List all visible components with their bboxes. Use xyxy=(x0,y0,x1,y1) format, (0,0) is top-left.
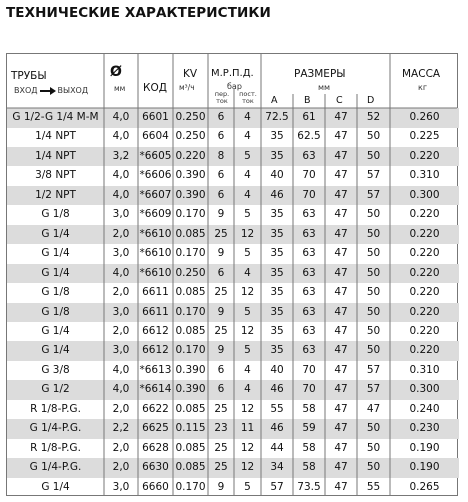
dim-a-cell: 35 xyxy=(270,286,284,299)
dim-a-cell: 35 xyxy=(270,149,284,162)
dim-c-cell: 47 xyxy=(334,324,348,337)
mrpd-var-cell: 9 xyxy=(217,208,225,221)
code-cell: 6625 xyxy=(142,422,169,435)
mrpd-var-cell: 25 xyxy=(214,461,228,474)
dim-a-cell: 46 xyxy=(270,422,284,435)
code-cell: 6660 xyxy=(142,480,169,493)
pipe-cell: G 1/4 xyxy=(41,324,70,337)
dim-d-cell: 50 xyxy=(366,344,381,357)
header-outlet: ВЫХОД xyxy=(57,86,89,95)
mass-cell: 0.300 xyxy=(409,188,440,201)
mrpd-var-cell: 6 xyxy=(217,188,225,201)
dim-d-cell: 50 xyxy=(366,305,381,318)
mass-cell: 0.220 xyxy=(409,247,440,260)
header-mass-unit: кг xyxy=(418,83,428,92)
mrpd-const-cell: 5 xyxy=(244,247,251,260)
dim-c-cell: 47 xyxy=(334,422,348,435)
pipe-cell: 1/4 NPT xyxy=(35,149,76,162)
diameter-cell: 3,0 xyxy=(112,344,130,357)
mass-cell: 0.230 xyxy=(409,422,440,435)
kv-cell: 0.170 xyxy=(175,208,206,221)
header-inlet: ВХОД xyxy=(14,86,38,95)
pipe-cell: G 1/4 xyxy=(41,480,70,493)
pipe-cell: G 1/4 xyxy=(41,344,70,357)
dim-b-cell: 63 xyxy=(302,227,316,240)
code-cell: *6614 xyxy=(139,383,172,396)
dim-d-cell: 47 xyxy=(366,402,381,415)
kv-cell: 0.085 xyxy=(175,461,206,474)
mrpd-var-cell: 23 xyxy=(214,422,228,435)
specs-table xyxy=(6,53,458,496)
dim-c-cell: 47 xyxy=(334,480,348,493)
header-dim-d: D xyxy=(367,95,375,106)
code-cell: *6613 xyxy=(139,363,172,376)
mrpd-const-cell: 4 xyxy=(244,383,251,396)
mass-cell: 0.220 xyxy=(409,266,440,279)
mass-cell: 0.300 xyxy=(409,383,440,396)
mass-cell: 0.220 xyxy=(409,149,440,162)
header-inlet-outlet xyxy=(14,86,88,95)
dim-c-cell: 47 xyxy=(334,111,348,123)
mrpd-const-cell: 12 xyxy=(240,441,255,454)
mass-cell: 0.190 xyxy=(409,441,440,454)
code-cell: 6622 xyxy=(142,402,169,415)
code-cell: *6607 xyxy=(139,188,172,201)
dim-b-cell: 70 xyxy=(302,383,316,396)
pipe-cell: 1/4 NPT xyxy=(35,130,76,143)
dim-b-cell: 70 xyxy=(302,169,316,182)
code-cell: *6605 xyxy=(139,149,172,162)
dim-c-cell: 47 xyxy=(334,227,348,240)
mrpd-var-cell: 25 xyxy=(214,227,228,240)
page-title: ТЕХНИЧЕСКИЕ ХАРАКТЕРИСТИКИ xyxy=(6,5,271,21)
code-cell: *6606 xyxy=(139,169,172,182)
diameter-cell: 2,0 xyxy=(112,441,130,454)
dim-c-cell: 47 xyxy=(334,208,348,221)
header-dims: РАЗМЕРЫ xyxy=(294,68,346,80)
header-diameter: Ø xyxy=(110,64,122,80)
mass-cell: 0.190 xyxy=(409,461,440,474)
dim-a-cell: 46 xyxy=(270,188,284,201)
mrpd-const-cell: 4 xyxy=(244,111,251,123)
kv-cell: 0.085 xyxy=(175,441,206,454)
diameter-cell: 4,0 xyxy=(112,130,130,143)
mass-cell: 0.220 xyxy=(409,344,440,357)
diameter-cell: 3,0 xyxy=(112,305,130,318)
mrpd-const-cell: 4 xyxy=(244,169,251,182)
mrpd-var-cell: 25 xyxy=(214,286,228,299)
kv-cell: 0.170 xyxy=(175,480,206,493)
mrpd-const-cell: 5 xyxy=(244,208,251,221)
pipe-cell: G 1/2-G 1/4 M-M xyxy=(12,111,99,123)
dim-d-cell: 50 xyxy=(366,149,381,162)
mass-cell: 0.220 xyxy=(409,305,440,318)
mass-cell: 0.220 xyxy=(409,208,440,221)
mrpd-var-cell: 6 xyxy=(217,169,225,182)
pipe-cell: G 1/8 xyxy=(41,208,70,221)
dim-b-cell: 73.5 xyxy=(297,480,321,493)
dim-c-cell: 47 xyxy=(334,286,348,299)
diameter-cell: 2,0 xyxy=(112,227,130,240)
mrpd-const-cell: 4 xyxy=(244,188,251,201)
dim-d-cell: 50 xyxy=(366,441,381,454)
kv-cell: 0.085 xyxy=(175,286,206,299)
dim-a-cell: 35 xyxy=(270,227,284,240)
mrpd-var-cell: 9 xyxy=(217,344,225,357)
mrpd-const-cell: 12 xyxy=(240,402,255,415)
mrpd-const-cell: 4 xyxy=(244,363,251,376)
kv-cell: 0.170 xyxy=(175,344,206,357)
mass-cell: 0.240 xyxy=(409,402,440,415)
dim-a-cell: 35 xyxy=(270,305,284,318)
dim-b-cell: 58 xyxy=(302,441,316,454)
diameter-cell: 3,2 xyxy=(112,149,130,162)
code-cell: *6610 xyxy=(139,266,172,279)
pipe-cell: 1/2 NPT xyxy=(35,188,76,201)
mrpd-var-cell: 6 xyxy=(217,363,225,376)
dim-a-cell: 72.5 xyxy=(265,111,289,123)
kv-cell: 0.390 xyxy=(175,383,206,396)
kv-cell: 0.170 xyxy=(175,247,206,260)
dim-c-cell: 47 xyxy=(334,149,348,162)
pipe-cell: G 1/4 xyxy=(41,266,70,279)
dim-a-cell: 35 xyxy=(270,266,284,279)
pipe-cell: G 1/2 xyxy=(41,383,70,396)
kv-cell: 0.390 xyxy=(175,363,206,376)
mrpd-const-cell: 12 xyxy=(240,461,255,474)
dim-c-cell: 47 xyxy=(334,402,348,415)
dim-a-cell: 35 xyxy=(270,324,284,337)
diameter-cell: 2,0 xyxy=(112,324,130,337)
diameter-cell: 4,0 xyxy=(112,266,130,279)
dim-d-cell: 50 xyxy=(366,130,381,143)
pipe-cell: R 1/8-P.G. xyxy=(30,441,81,454)
dim-c-cell: 47 xyxy=(334,169,348,182)
dim-c-cell: 47 xyxy=(334,383,348,396)
dim-d-cell: 50 xyxy=(366,324,381,337)
dim-b-cell: 58 xyxy=(302,461,316,474)
diameter-cell: 4,0 xyxy=(112,188,130,201)
code-cell: 6628 xyxy=(142,441,169,454)
dim-d-cell: 57 xyxy=(366,188,381,201)
dim-a-cell: 40 xyxy=(270,169,284,182)
dim-c-cell: 47 xyxy=(334,266,348,279)
mrpd-var-cell: 9 xyxy=(217,305,225,318)
mrpd-var-cell: 8 xyxy=(217,149,225,162)
dim-c-cell: 47 xyxy=(334,130,348,143)
diameter-cell: 3,0 xyxy=(112,247,130,260)
dim-d-cell: 50 xyxy=(366,208,381,221)
dim-b-cell: 63 xyxy=(302,344,316,357)
code-cell: 6612 xyxy=(142,344,169,357)
dim-b-cell: 63 xyxy=(302,305,316,318)
kv-cell: 0.390 xyxy=(175,188,206,201)
code-cell: 6611 xyxy=(142,286,169,299)
pipe-cell: G 1/4-P.G. xyxy=(29,422,82,435)
header-diameter-unit: мм xyxy=(114,84,126,93)
header-mrpd-unit: бар xyxy=(227,82,242,91)
code-cell: 6601 xyxy=(142,111,169,123)
dim-d-cell: 50 xyxy=(366,422,381,435)
mrpd-var-cell: 9 xyxy=(217,480,225,493)
dim-d-cell: 50 xyxy=(366,227,381,240)
header-dim-c: C xyxy=(336,95,343,106)
mass-cell: 0.265 xyxy=(409,480,440,493)
mrpd-const-cell: 5 xyxy=(244,305,251,318)
mrpd-const-cell: 11 xyxy=(240,422,255,435)
kv-cell: 0.250 xyxy=(175,266,206,279)
dim-b-cell: 63 xyxy=(302,208,316,221)
table-grid xyxy=(7,54,457,495)
mass-cell: 0.310 xyxy=(409,169,440,182)
dim-c-cell: 47 xyxy=(334,344,348,357)
dim-b-cell: 70 xyxy=(302,188,316,201)
pipe-cell: G 1/4 xyxy=(41,247,70,260)
code-cell: 6604 xyxy=(142,130,169,143)
mrpd-var-cell: 6 xyxy=(217,111,225,123)
dim-d-cell: 50 xyxy=(366,286,381,299)
dim-d-cell: 50 xyxy=(366,247,381,260)
dim-a-cell: 35 xyxy=(270,247,284,260)
mrpd-const-cell: 5 xyxy=(244,344,251,357)
kv-cell: 0.085 xyxy=(175,227,206,240)
mrpd-var-cell: 25 xyxy=(214,402,228,415)
header-dim-b: B xyxy=(304,95,311,106)
pipe-cell: 3/8 NPT xyxy=(35,169,76,182)
diameter-cell: 4,0 xyxy=(112,383,130,396)
mrpd-var-cell: 25 xyxy=(214,441,228,454)
dim-c-cell: 47 xyxy=(334,188,348,201)
dim-d-cell: 50 xyxy=(366,266,381,279)
code-cell: *6609 xyxy=(139,208,172,221)
mrpd-var-cell: 6 xyxy=(217,130,225,143)
header-mass: МАССА xyxy=(402,68,441,80)
mrpd-var-cell: 6 xyxy=(217,266,225,279)
mass-cell: 0.220 xyxy=(409,324,440,337)
dim-a-cell: 57 xyxy=(270,480,284,493)
mrpd-var-cell: 25 xyxy=(214,324,228,337)
dim-d-cell: 50 xyxy=(366,461,381,474)
header-dim-a: A xyxy=(271,95,278,106)
kv-cell: 0.390 xyxy=(175,169,206,182)
dim-d-cell: 52 xyxy=(366,111,381,123)
mrpd-const-cell: 4 xyxy=(244,130,251,143)
dim-c-cell: 47 xyxy=(334,305,348,318)
header-mrpd-const: пост. ток xyxy=(239,90,257,105)
dim-a-cell: 44 xyxy=(270,441,284,454)
kv-cell: 0.115 xyxy=(175,422,206,435)
mass-cell: 0.310 xyxy=(409,363,440,376)
kv-cell: 0.220 xyxy=(175,149,206,162)
header-mrpd: М.Р.П.Д. xyxy=(211,68,254,79)
dim-c-cell: 47 xyxy=(334,461,348,474)
mass-cell: 0.225 xyxy=(409,130,440,143)
header-mrpd-var: пер. ток xyxy=(214,90,230,105)
dim-a-cell: 40 xyxy=(270,363,284,376)
diameter-cell: 3,0 xyxy=(112,208,130,221)
dim-d-cell: 57 xyxy=(366,383,381,396)
kv-cell: 0.085 xyxy=(175,402,206,415)
header-code: КОД xyxy=(143,82,167,94)
diameter-cell: 2,0 xyxy=(112,461,130,474)
diameter-cell: 4,0 xyxy=(112,169,130,182)
code-cell: 6611 xyxy=(142,305,169,318)
dim-b-cell: 59 xyxy=(302,422,316,435)
mass-cell: 0.220 xyxy=(409,227,440,240)
dim-a-cell: 35 xyxy=(270,344,284,357)
pipe-cell: G 1/8 xyxy=(41,286,70,299)
dim-d-cell: 57 xyxy=(366,169,381,182)
diameter-cell: 3,0 xyxy=(112,480,130,493)
mrpd-var-cell: 9 xyxy=(217,247,225,260)
diameter-cell: 2,0 xyxy=(112,286,130,299)
kv-cell: 0.250 xyxy=(175,130,206,143)
mrpd-const-cell: 5 xyxy=(244,480,251,493)
mrpd-const-cell: 4 xyxy=(244,266,251,279)
dim-b-cell: 70 xyxy=(302,363,316,376)
dim-b-cell: 63 xyxy=(302,286,316,299)
arrow-right-icon xyxy=(40,87,56,95)
pipe-cell: G 1/4-P.G. xyxy=(29,461,82,474)
dim-c-cell: 47 xyxy=(334,247,348,260)
header-dims-unit: мм xyxy=(318,83,331,92)
dim-b-cell: 58 xyxy=(302,402,316,415)
kv-cell: 0.250 xyxy=(175,111,206,123)
mrpd-const-cell: 12 xyxy=(240,227,255,240)
dim-d-cell: 55 xyxy=(366,480,381,493)
dim-b-cell: 63 xyxy=(302,247,316,260)
pipe-cell: G 3/8 xyxy=(41,363,70,376)
mrpd-const-cell: 5 xyxy=(244,149,251,162)
dim-b-cell: 63 xyxy=(302,324,316,337)
dim-c-cell: 47 xyxy=(334,363,348,376)
dim-c-cell: 47 xyxy=(334,441,348,454)
mrpd-var-cell: 6 xyxy=(217,383,225,396)
dim-a-cell: 34 xyxy=(270,461,284,474)
dim-b-cell: 62.5 xyxy=(297,130,321,143)
code-cell: *6610 xyxy=(139,247,172,260)
diameter-cell: 2,0 xyxy=(112,402,130,415)
code-cell: 6612 xyxy=(142,324,169,337)
dim-b-cell: 61 xyxy=(302,111,316,123)
diameter-cell: 4,0 xyxy=(112,111,130,123)
kv-cell: 0.085 xyxy=(175,324,206,337)
kv-cell: 0.170 xyxy=(175,305,206,318)
dim-a-cell: 46 xyxy=(270,383,284,396)
pipe-cell: R 1/8-P.G. xyxy=(30,402,81,415)
header-kv-unit: м³/ч xyxy=(179,83,195,92)
mass-cell: 0.220 xyxy=(409,286,440,299)
mrpd-const-cell: 12 xyxy=(240,324,255,337)
code-cell: 6630 xyxy=(142,461,169,474)
header-pipes: ТРУБЫ xyxy=(11,70,47,82)
dim-d-cell: 57 xyxy=(366,363,381,376)
dim-b-cell: 63 xyxy=(302,149,316,162)
mrpd-const-cell: 12 xyxy=(240,286,255,299)
diameter-cell: 2,2 xyxy=(112,422,130,435)
code-cell: *6610 xyxy=(139,227,172,240)
dim-b-cell: 63 xyxy=(302,266,316,279)
diameter-cell: 4,0 xyxy=(112,363,130,376)
pipe-cell: G 1/8 xyxy=(41,305,70,318)
dim-a-cell: 35 xyxy=(270,130,284,143)
dim-a-cell: 55 xyxy=(270,402,284,415)
header-kv: KV xyxy=(183,68,198,80)
dim-a-cell: 35 xyxy=(270,208,284,221)
mass-cell: 0.260 xyxy=(409,111,440,123)
pipe-cell: G 1/4 xyxy=(41,227,70,240)
